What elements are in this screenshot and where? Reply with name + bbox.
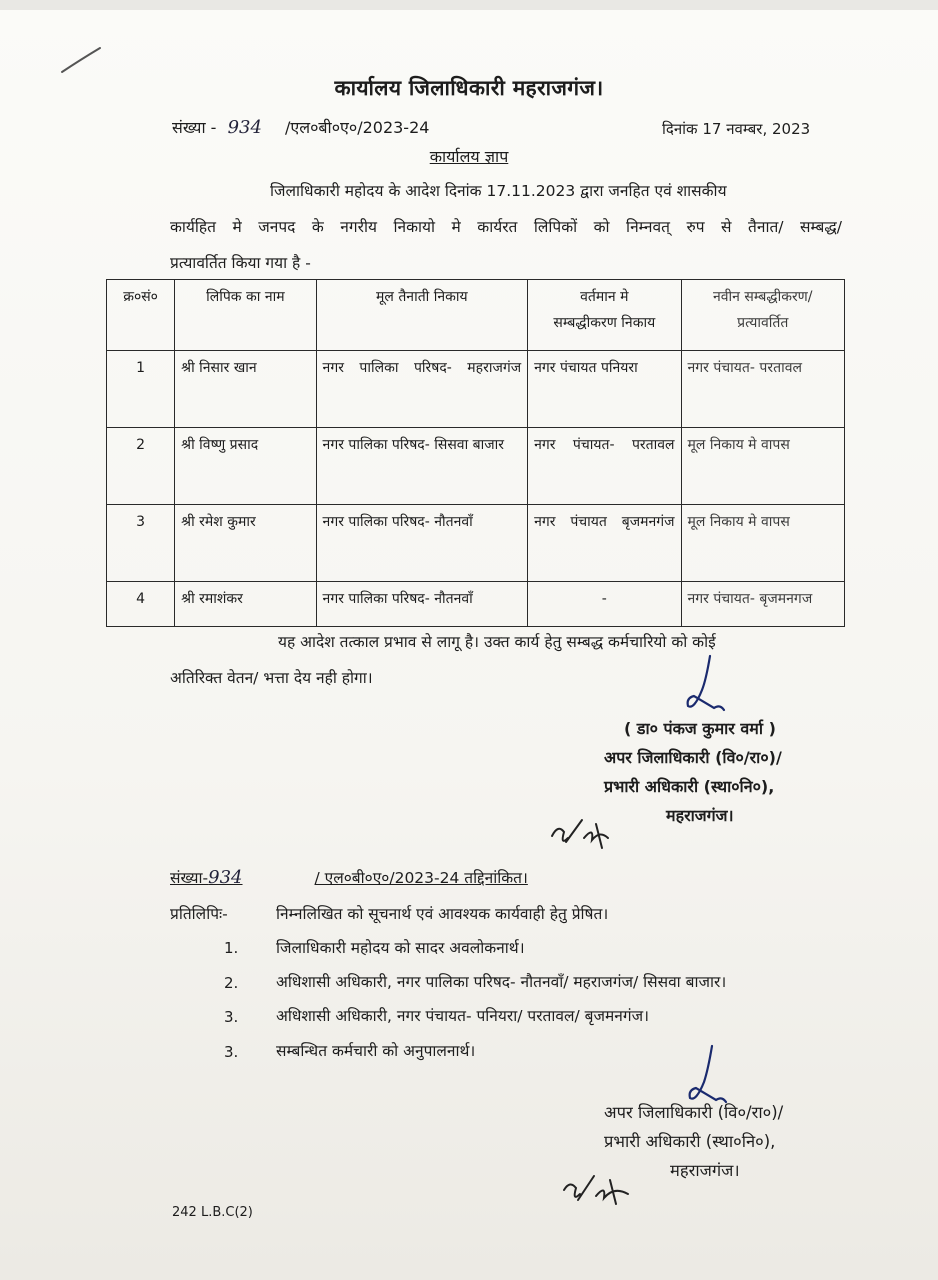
signatory-block [604,714,782,830]
cell-name: श्री निसार खान [175,351,316,428]
copy-item-number: 1. [224,939,239,957]
copy-ref-prefix: संख्या- [170,869,209,887]
signatory-designation: प्रभारी अधिकारी (स्था०नि०), [604,777,775,796]
copy-item-text: अधिशासी अधिकारी, नगर पालिका परिषद- नौतनवॉं/ महराजगंज/ सिसवा बाजार। [276,973,727,991]
cell-new: नगर पंचायत- बृजमनगज [681,582,844,627]
cell-current: नगर पंचायत पनियरा [528,351,681,428]
ref-prefix: संख्या - [172,118,217,137]
cell-sn: 2 [107,428,175,505]
cell-new: मूल निकाय मे वापस [681,505,844,582]
pen-mark [56,44,106,78]
signature-1 [680,650,740,720]
table-row [107,351,845,428]
signatory2-designation: प्रभारी अधिकारी (स्था०नि०), [604,1132,776,1151]
signatory2-place: महराजगंज। [670,1161,740,1180]
header-new-line2: प्रत्यावर्तित [737,315,789,331]
cell-name: श्री विष्णु प्रसाद [175,428,316,505]
header-name: लिपिक का नाम [175,280,316,351]
order-paragraph [170,624,842,696]
cell-origin: नगर पालिका परिषद- सिसवा बाजार [316,428,528,505]
header-current [528,280,681,351]
copy-item-text: सम्बन्धित कर्मचारी को अनुपालनार्थ। [276,1042,476,1060]
intro-paragraph [170,173,842,281]
memo-heading: कार्यालय ज्ञाप [429,147,509,166]
ref-suffix: /एल०बी०ए०/2023-24 [285,118,430,137]
copy-ref-suffix: / एल०बी०ए०/2023-24 तद्दिनांकित। [314,869,528,887]
table-row [107,428,845,505]
copy-label: प्रतिलिपिः- [170,905,228,923]
header-origin: मूल तैनाती निकाय [316,280,528,351]
copy-intro: निम्नलिखित को सूचनार्थ एवं आवश्यक कार्यवाही हेतु प्रेषित। [276,905,609,923]
table-row [107,582,845,627]
cell-new: नगर पंचायत- परतावल [681,351,844,428]
cell-new: मूल निकाय मे वापस [681,428,844,505]
signatory-place: महराजगंज। [666,806,734,825]
form-code: 242 L.B.C(2) [172,1205,253,1220]
cell-name: श्री रमेश कुमार [175,505,316,582]
staff-table [106,279,845,627]
signatory-designation: अपर जिलाधिकारी (वि०/रा०)/ [604,748,782,767]
reference-number [172,116,429,138]
copy-item-number: 2. [224,974,239,992]
cell-origin: नगर पालिका परिषद- नौतनवॉं [316,582,528,627]
order-date: दिनांक 17 नवम्बर, 2023 [662,120,811,138]
intro-line: कार्यहित मे जनपद के नगरीय निकायो मे कार्यरत लिपिकों को निम्नवत् रुप से तैनात/ सम्बद्ध/ [170,218,842,236]
copy-item-number: 3. [224,1008,239,1026]
header-new-line1: नवीन सम्बद्धीकरण/ [712,289,813,305]
cell-sn: 3 [107,505,175,582]
cell-current [528,428,681,505]
table-header-row [107,280,845,351]
initials-mark-1 [548,812,618,856]
header-current-line1: वर्तमान मे [580,289,629,305]
header-current-line2: सम्बद्धीकरण निकाय [553,315,656,331]
intro-line: जिलाधिकारी महोदय के आदेश दिनांक 17.11.2023 द्वारा जनहित एवं शासकीय [270,182,727,200]
header-new [681,280,844,351]
office-title: कार्यालय जिलाधिकारी महराजगंज। [334,76,604,100]
ref-number-handwritten: 934 [227,117,262,138]
cell-sn: 1 [107,351,175,428]
cell-current: - [528,582,681,627]
copy-item-text: जिलाधिकारी महोदय को सादर अवलोकनार्थ। [276,939,525,957]
scan-edge [0,0,938,10]
cell-current-text: नगर पंचायत- परतावल [534,437,675,453]
initials-mark-2 [560,1168,636,1212]
copy-ref-number-handwritten: 934 [208,867,243,888]
cell-origin-text: नगर पालिका परिषद- महराजगंज [322,360,522,376]
cell-origin [316,351,528,428]
cell-origin: नगर पालिका परिषद- नौतनवॉं [316,505,528,582]
copy-reference [170,866,528,888]
header-sn: क्र०सं० [107,280,175,351]
order-line: अतिरिक्त वेतन/ भत्ता देय नही होगा। [170,669,373,687]
signatory2-designation: अपर जिलाधिकारी (वि०/रा०)/ [604,1103,784,1122]
intro-line: प्रत्यावर्तित किया गया है - [170,254,311,272]
table-row [107,505,845,582]
cell-sn: 4 [107,582,175,627]
cell-name: श्री रमाशंकर [175,582,316,627]
cell-current [528,505,681,582]
signatory-name: ( डा० पंकज कुमार वर्मा ) [624,719,776,738]
copy-item-number: 3. [224,1043,239,1061]
order-line: यह आदेश तत्काल प्रभाव से लागू है। उक्त कार्य हेतु सम्बद्ध कर्मचारियो को कोई [278,633,716,651]
copy-item-text: अधिशासी अधिकारी, नगर पंचायत- पनियरा/ परतावल/ बृजमनगंज। [276,1007,649,1025]
cell-current-text: नगर पंचायत बृजमनगंज [534,514,675,530]
